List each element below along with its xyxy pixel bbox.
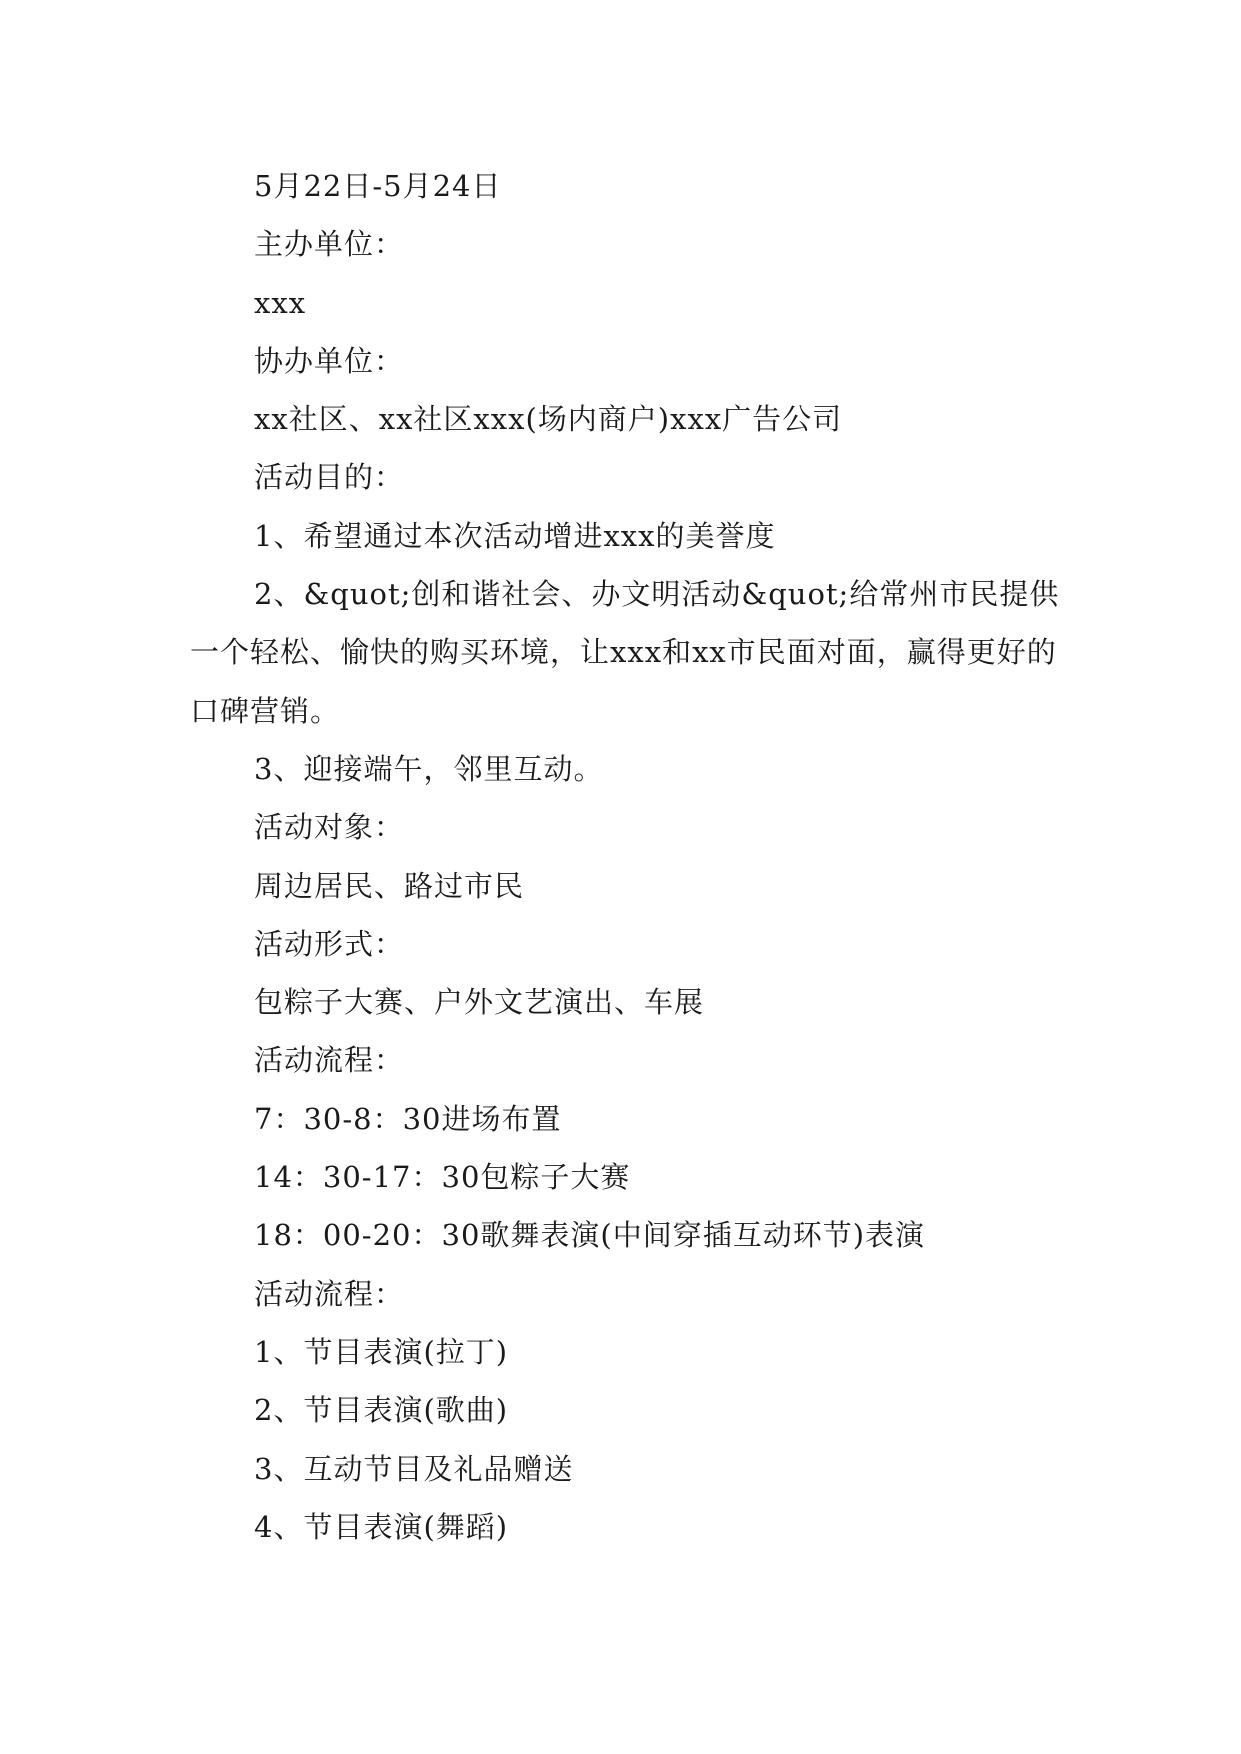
purpose-item-1: 1、希望通过本次活动增进xxx的美誉度 bbox=[254, 518, 776, 553]
format-value: 包粽子大赛、户外文艺演出、车展 bbox=[254, 985, 705, 1020]
audience-heading: 活动对象： bbox=[254, 810, 405, 845]
co-organizer-heading: 协办单位： bbox=[254, 343, 405, 378]
schedule-item-2: 14：30-17：30包粽子大赛 bbox=[254, 1160, 631, 1195]
program-item-1: 1、节目表演(拉丁) bbox=[254, 1334, 509, 1369]
schedule-heading: 活动流程： bbox=[254, 1043, 405, 1078]
co-organizer-value: xx社区、xx社区xxx(场内商户)xxx广告公司 bbox=[254, 402, 843, 437]
program-item-2: 2、节目表演(歌曲) bbox=[254, 1393, 509, 1428]
document-body bbox=[190, 157, 1070, 1556]
program-heading: 活动流程： bbox=[254, 1276, 405, 1311]
schedule-item-3: 18：00-20：30歌舞表演(中间穿插互动环节)表演 bbox=[254, 1218, 926, 1253]
event-date: 5月22日-5月24日 bbox=[254, 169, 502, 203]
audience-value: 周边居民、路过市民 bbox=[254, 868, 525, 903]
program-item-3: 3、互动节目及礼品赠送 bbox=[254, 1451, 574, 1486]
schedule-item-1: 7：30-8：30进场布置 bbox=[254, 1101, 562, 1136]
format-heading: 活动形式： bbox=[254, 926, 405, 961]
organizer-heading: 主办单位： bbox=[254, 227, 405, 262]
purpose-item-3: 3、迎接端午，邻里互动。 bbox=[254, 751, 604, 786]
purpose-heading: 活动目的： bbox=[254, 460, 405, 495]
program-item-4: 4、节目表演(舞蹈) bbox=[254, 1509, 509, 1544]
purpose-item-2: 2、&quot;创和谐社会、办文明活动&quot;给常州市民提供一个轻松、愉快的购买环境，让xxx和xx市民面对面，赢得更好的口碑营销。 bbox=[190, 577, 1060, 728]
organizer-value: xxx bbox=[254, 285, 307, 320]
